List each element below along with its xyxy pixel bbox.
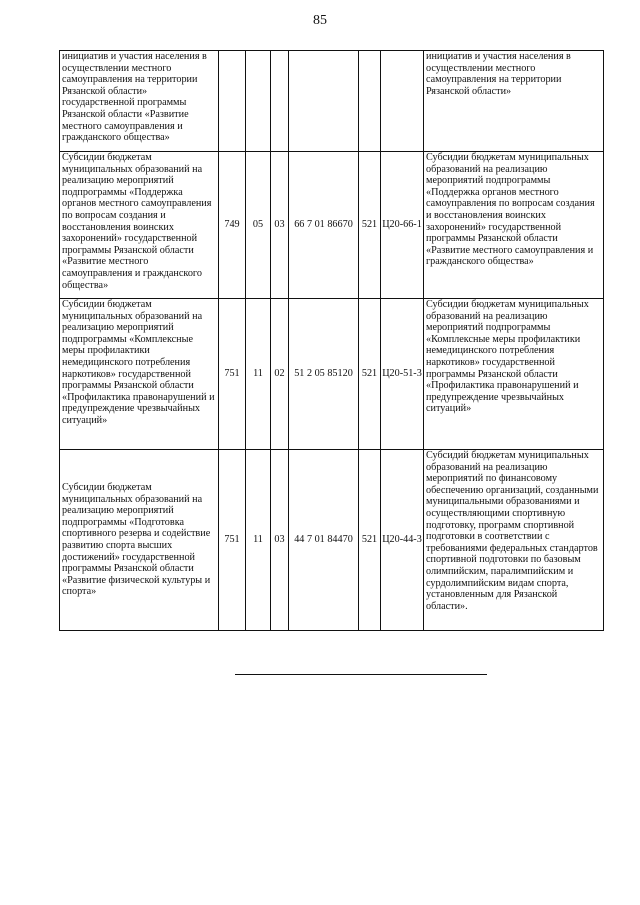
expense-name-cell: Субсидии бюджетам муниципальных образований на реализацию мероприятий подпрограммы «Поддержка органов местного самоуправления по вопросам создания и восстановления воинских захоронений» государственной программы Рязанской области «Развитие местного самоуправления и гражданского общества»	[60, 152, 219, 299]
purpose-name-cell: инициатив и участия населения в осуществлении местного самоуправления на территории Рязанской области»	[424, 51, 604, 152]
purpose-name-cell: Субсидии бюджетам муниципальных образований на реализацию мероприятий подпрограммы «Комплексные меры профилактики немедицинского потребления наркотиков» государственной программы Рязанской области «Профилактика правонарушений и предупреждение чрезвычайных ситуаций»	[424, 299, 604, 450]
expense-type-cell: 521	[359, 450, 381, 631]
section-cell: 05	[246, 152, 271, 299]
table-row	[60, 299, 604, 450]
target-article-cell: 44 7 01 84470	[289, 450, 359, 631]
target-article-cell: 66 7 01 86670	[289, 152, 359, 299]
section-cell: 11	[246, 450, 271, 631]
purpose-code-cell: Ц20-44-3	[381, 450, 424, 631]
purpose-code-cell: Ц20-66-1	[381, 152, 424, 299]
expense-name-cell: Субсидии бюджетам муниципальных образований на реализацию мероприятий подпрограммы «Комплексные меры профилактики немедицинского потребления наркотиков» государственной программы Рязанской области «Профилактика правонарушений и предупреждение чрезвычайных ситуаций»	[60, 299, 219, 450]
closing-separator-line	[235, 674, 487, 675]
table-row	[60, 450, 604, 631]
section-cell: 11	[246, 299, 271, 450]
subsection-cell: 02	[271, 299, 289, 450]
grbs-cell	[219, 51, 246, 152]
purpose-code-cell	[381, 51, 424, 152]
expense-type-cell: 521	[359, 152, 381, 299]
purpose-name-cell: Субсидии бюджетам муниципальных образований на реализацию мероприятий подпрограммы «Поддержка органов местного самоуправления по вопросам создания и восстановления воинских захоронений» государственной программы Рязанской области «Развитие местного самоуправления и гражданского общества»	[424, 152, 604, 299]
expense-type-cell	[359, 51, 381, 152]
target-article-cell	[289, 51, 359, 152]
table-row	[60, 152, 604, 299]
purpose-code-cell: Ц20-51-3	[381, 299, 424, 450]
grbs-cell: 751	[219, 450, 246, 631]
grbs-cell: 751	[219, 299, 246, 450]
budget-subsidy-table	[59, 50, 604, 631]
expense-type-cell: 521	[359, 299, 381, 450]
target-article-cell: 51 2 05 85120	[289, 299, 359, 450]
section-cell	[246, 51, 271, 152]
expense-name-cell: инициатив и участия населения в осуществлении местного самоуправления на территории Рязанской области» государственной программы Рязанской области «Развитие местного самоуправления и гражданского общества»	[60, 51, 219, 152]
grbs-cell: 749	[219, 152, 246, 299]
purpose-name-cell: Субсидий бюджетам муниципальных образований на реализацию мероприятий по финансовому обеспечению организаций, созданными муниципальными образованиями и осуществляющими спортивную подготовку, программ спортивной подготовки в соответствии с требованиями федеральных стандартов спортивной подготовки по базовым олимпийским, паралимпийским и сурдолимпийским видам спорта, установленным для Рязанской области».	[424, 450, 604, 631]
page-number: 85	[313, 13, 327, 28]
table-row	[60, 51, 604, 152]
subsection-cell: 03	[271, 450, 289, 631]
subsection-cell	[271, 51, 289, 152]
subsection-cell: 03	[271, 152, 289, 299]
expense-name-cell: Субсидии бюджетам муниципальных образований на реализацию мероприятий подпрограммы «Подготовка спортивного резерва и содействие развитию спорта высших достижений» государственной программы Рязанской области «Развитие физической культуры и спорта»	[60, 450, 219, 631]
